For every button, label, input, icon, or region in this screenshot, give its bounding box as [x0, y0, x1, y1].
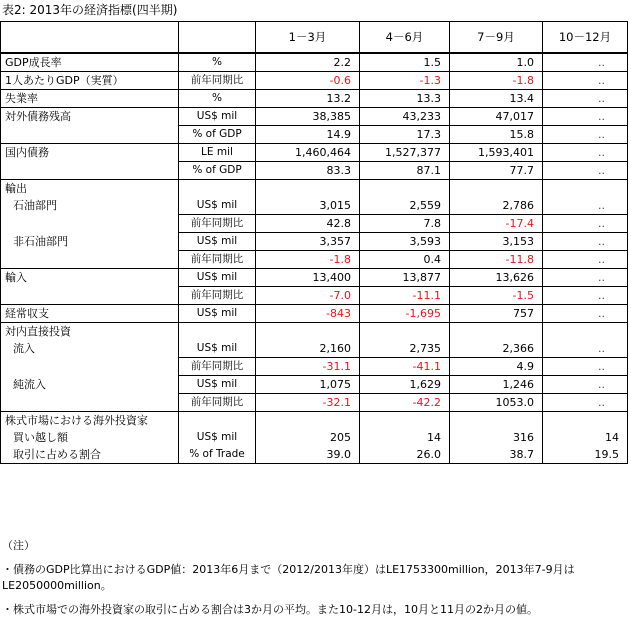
value-cell-q2: 43,233 — [360, 108, 450, 126]
table-row — [1, 215, 628, 233]
value-cell-q1: -0.6 — [256, 72, 360, 90]
value-cell-q1: 1,460,464 — [256, 144, 360, 162]
row-label: 流入 — [1, 340, 179, 358]
value-cell-q2: 13.3 — [360, 90, 450, 108]
row-unit: 前年同期比 — [179, 287, 256, 305]
value-cell-q2: 14 — [360, 429, 450, 446]
header-cell-unit — [179, 22, 256, 54]
header-cell-q2: 4－6月 — [360, 22, 450, 54]
value-cell-q2: 7.8 — [360, 215, 450, 233]
row-label: 石油部門 — [1, 197, 179, 215]
value-cell-q2: -42.2 — [360, 394, 450, 412]
table-row — [1, 269, 628, 287]
row-label: 買い越し額 — [1, 429, 179, 446]
value-cell-q4: .. — [543, 376, 628, 394]
value-cell-q2: -41.1 — [360, 358, 450, 376]
value-cell-q3 — [450, 180, 543, 198]
row-label: 取引に占める割合 — [1, 446, 179, 464]
row-unit: % of GDP — [179, 162, 256, 180]
table-title: 表2: 2013年の経済指標(四半期) — [2, 3, 178, 17]
value-cell-q1: 42.8 — [256, 215, 360, 233]
row-unit: US$ mil — [179, 197, 256, 215]
row-label: 非石油部門 — [1, 233, 179, 251]
row-label: 1人あたりGDP（実質） — [1, 72, 179, 90]
value-cell-q1: 2.2 — [256, 53, 360, 72]
value-cell-q3: 316 — [450, 429, 543, 446]
row-unit — [179, 323, 256, 341]
value-cell-q2: 1,527,377 — [360, 144, 450, 162]
value-cell-q4: .. — [543, 233, 628, 251]
table-row — [1, 287, 628, 305]
value-cell-q4: .. — [543, 251, 628, 269]
value-cell-q2: 13,877 — [360, 269, 450, 287]
value-cell-q4 — [543, 323, 628, 341]
value-cell-q2: 0.4 — [360, 251, 450, 269]
row-label: 株式市場における海外投資家 — [1, 412, 179, 430]
value-cell-q2: 1,629 — [360, 376, 450, 394]
row-unit: % — [179, 53, 256, 72]
row-unit: US$ mil — [179, 269, 256, 287]
row-unit — [179, 412, 256, 430]
value-cell-q4: 19.5 — [543, 446, 628, 464]
row-label — [1, 162, 179, 180]
header-cell-q1: 1－3月 — [256, 22, 360, 54]
row-unit: % of GDP — [179, 126, 256, 144]
table-row — [1, 251, 628, 269]
economic-indicators-table — [0, 21, 628, 464]
value-cell-q1: 3,357 — [256, 233, 360, 251]
table-row — [1, 233, 628, 251]
notes — [2, 538, 626, 618]
row-label — [1, 394, 179, 412]
value-cell-q4: .. — [543, 144, 628, 162]
value-cell-q3: -17.4 — [450, 215, 543, 233]
value-cell-q4: .. — [543, 269, 628, 287]
row-label: 国内債務 — [1, 144, 179, 162]
value-cell-q1: -32.1 — [256, 394, 360, 412]
row-label: 経常収支 — [1, 305, 179, 323]
header-cell-q3: 7－9月 — [450, 22, 543, 54]
value-cell-q3: 77.7 — [450, 162, 543, 180]
value-cell-q2: 87.1 — [360, 162, 450, 180]
row-unit: % of Trade — [179, 446, 256, 464]
value-cell-q4: .. — [543, 340, 628, 358]
value-cell-q2: 3,593 — [360, 233, 450, 251]
value-cell-q2: 2,559 — [360, 197, 450, 215]
value-cell-q1 — [256, 180, 360, 198]
value-cell-q3: -1.8 — [450, 72, 543, 90]
row-unit: % — [179, 90, 256, 108]
value-cell-q1 — [256, 323, 360, 341]
row-unit: 前年同期比 — [179, 215, 256, 233]
value-cell-q3: 47,017 — [450, 108, 543, 126]
table-row — [1, 197, 628, 215]
value-cell-q2 — [360, 323, 450, 341]
table-row — [1, 90, 628, 108]
table-row — [1, 144, 628, 162]
value-cell-q2: -1.3 — [360, 72, 450, 90]
value-cell-q3: -11.8 — [450, 251, 543, 269]
row-label — [1, 215, 179, 233]
row-unit — [179, 180, 256, 198]
value-cell-q1: 83.3 — [256, 162, 360, 180]
value-cell-q2 — [360, 412, 450, 430]
row-unit: 前年同期比 — [179, 251, 256, 269]
row-unit: US$ mil — [179, 376, 256, 394]
table-row — [1, 53, 628, 72]
table-row — [1, 72, 628, 90]
row-unit: 前年同期比 — [179, 394, 256, 412]
value-cell-q3: 13.4 — [450, 90, 543, 108]
table-row — [1, 446, 628, 464]
value-cell-q1: 13.2 — [256, 90, 360, 108]
value-cell-q3: 2,786 — [450, 197, 543, 215]
table-row — [1, 108, 628, 126]
table-row — [1, 323, 628, 341]
value-cell-q1: -843 — [256, 305, 360, 323]
row-unit: 前年同期比 — [179, 72, 256, 90]
value-cell-q3: 38.7 — [450, 446, 543, 464]
value-cell-q4: .. — [543, 162, 628, 180]
value-cell-q2: -11.1 — [360, 287, 450, 305]
value-cell-q3: -1.5 — [450, 287, 543, 305]
value-cell-q4: .. — [543, 72, 628, 90]
value-cell-q4: .. — [543, 358, 628, 376]
table-row — [1, 394, 628, 412]
value-cell-q1: 14.9 — [256, 126, 360, 144]
value-cell-q4: .. — [543, 394, 628, 412]
value-cell-q3: 2,366 — [450, 340, 543, 358]
value-cell-q2: -1,695 — [360, 305, 450, 323]
value-cell-q1: 39.0 — [256, 446, 360, 464]
value-cell-q4: .. — [543, 108, 628, 126]
value-cell-q2: 17.3 — [360, 126, 450, 144]
value-cell-q1: 1,075 — [256, 376, 360, 394]
row-label — [1, 287, 179, 305]
value-cell-q3 — [450, 323, 543, 341]
row-unit: US$ mil — [179, 340, 256, 358]
row-unit: US$ mil — [179, 233, 256, 251]
row-label: GDP成長率 — [1, 53, 179, 72]
row-label: 対外債務残高 — [1, 108, 179, 126]
table-row — [1, 358, 628, 376]
value-cell-q1: 205 — [256, 429, 360, 446]
value-cell-q1: 2,160 — [256, 340, 360, 358]
value-cell-q3 — [450, 412, 543, 430]
value-cell-q4: .. — [543, 215, 628, 233]
row-label — [1, 126, 179, 144]
value-cell-q4 — [543, 412, 628, 430]
row-label: 失業率 — [1, 90, 179, 108]
table-row — [1, 126, 628, 144]
table-row — [1, 376, 628, 394]
value-cell-q1: -31.1 — [256, 358, 360, 376]
table-row — [1, 412, 628, 430]
value-cell-q4 — [543, 180, 628, 198]
table-row — [1, 429, 628, 446]
value-cell-q3: 3,153 — [450, 233, 543, 251]
header-row — [1, 22, 628, 54]
value-cell-q1: 3,015 — [256, 197, 360, 215]
table-row — [1, 162, 628, 180]
value-cell-q4: 14 — [543, 429, 628, 446]
value-cell-q2: 2,735 — [360, 340, 450, 358]
value-cell-q3: 15.8 — [450, 126, 543, 144]
notes-heading: （注） — [2, 539, 35, 552]
value-cell-q2: 26.0 — [360, 446, 450, 464]
value-cell-q3: 1053.0 — [450, 394, 543, 412]
value-cell-q1: -1.8 — [256, 251, 360, 269]
value-cell-q3: 4.9 — [450, 358, 543, 376]
row-unit: US$ mil — [179, 305, 256, 323]
table-row — [1, 305, 628, 323]
note-gdp-basis: ・債務のGDP比算出におけるGDP値：2013年6月まで（2012/2013年度）はLE1753300million，2013年7-9月はLE2050000million。 — [2, 563, 575, 592]
table-row — [1, 180, 628, 198]
header-cell-label — [1, 22, 179, 54]
header-cell-q4: 10－12月 — [543, 22, 628, 54]
row-unit: 前年同期比 — [179, 358, 256, 376]
value-cell-q1: 38,385 — [256, 108, 360, 126]
row-label: 純流入 — [1, 376, 179, 394]
value-cell-q1 — [256, 412, 360, 430]
value-cell-q1: 13,400 — [256, 269, 360, 287]
row-label: 輸入 — [1, 269, 179, 287]
row-label: 対内直接投資 — [1, 323, 179, 341]
value-cell-q4: .. — [543, 90, 628, 108]
value-cell-q4: .. — [543, 53, 628, 72]
value-cell-q2: 1.5 — [360, 53, 450, 72]
value-cell-q3: 1,593,401 — [450, 144, 543, 162]
table-row — [1, 340, 628, 358]
value-cell-q4: .. — [543, 287, 628, 305]
value-cell-q4: .. — [543, 305, 628, 323]
value-cell-q1: -7.0 — [256, 287, 360, 305]
note-foreign-share: ・株式市場での海外投資家の取引に占める割合は3か月の平均。また10-12月は，10月と11月の2か月の値。 — [2, 603, 538, 616]
table-body — [1, 22, 628, 464]
value-cell-q3: 757 — [450, 305, 543, 323]
value-cell-q4: .. — [543, 197, 628, 215]
row-unit: LE mil — [179, 144, 256, 162]
row-label — [1, 358, 179, 376]
value-cell-q3: 1.0 — [450, 53, 543, 72]
row-unit: US$ mil — [179, 429, 256, 446]
value-cell-q4: .. — [543, 126, 628, 144]
row-label: 輸出 — [1, 180, 179, 198]
value-cell-q3: 1,246 — [450, 376, 543, 394]
row-label — [1, 251, 179, 269]
row-unit: US$ mil — [179, 108, 256, 126]
value-cell-q3: 13,626 — [450, 269, 543, 287]
value-cell-q2 — [360, 180, 450, 198]
